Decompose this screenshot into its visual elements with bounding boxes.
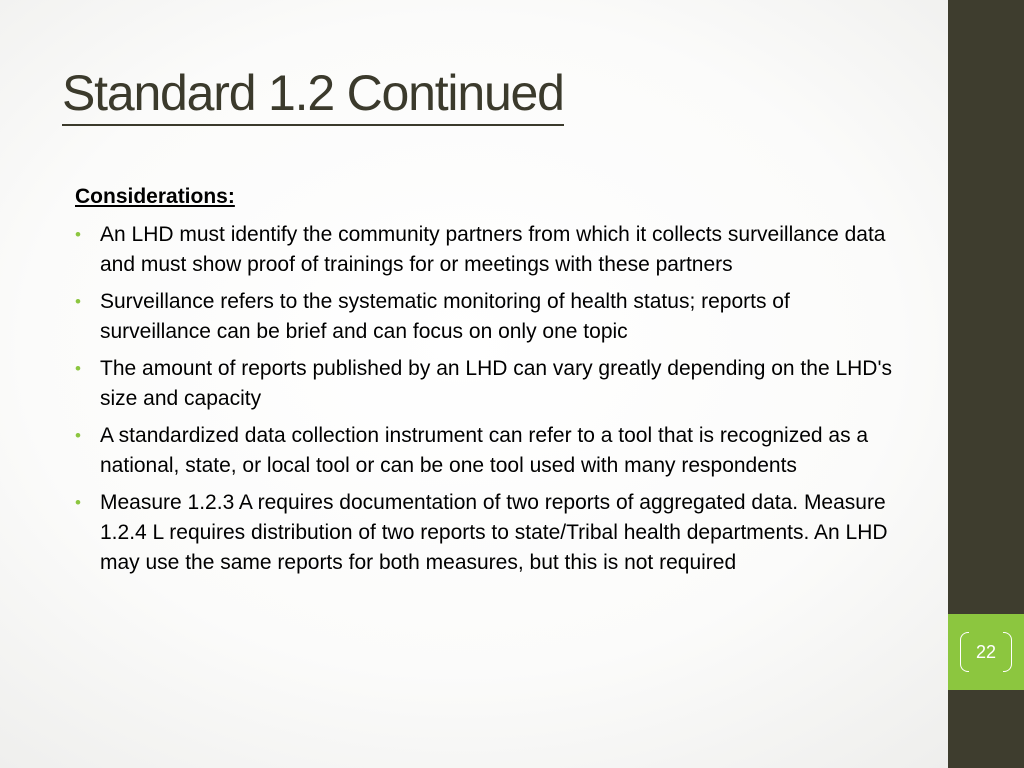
bullet-icon: • (75, 292, 81, 311)
bullet-text: An LHD must identify the community partners from which it collects surveillance data and must show proof of trainings for or meetings with these partners (100, 223, 886, 276)
bullet-text: A standardized data collection instrument can refer to a tool that is recognized as a national, state, or local tool or can be one tool used with many respondents (100, 424, 869, 477)
bullet-item (75, 488, 905, 578)
considerations-heading: Considerations: (75, 185, 235, 208)
bullet-icon: • (75, 225, 81, 244)
slide-content (75, 182, 905, 585)
bullet-item (75, 421, 905, 481)
bullet-list (75, 220, 905, 578)
bullet-text: The amount of reports published by an LHD can vary greatly depending on the LHD's size and capacity (100, 357, 892, 410)
bullet-item (75, 220, 905, 280)
slide-title: Standard 1.2 Continued (62, 62, 564, 126)
page-number: 22 (975, 642, 997, 662)
right-bracket-icon (1003, 632, 1012, 672)
bullet-text: Surveillance refers to the systematic monitoring of health status; reports of surveillance can be brief and can focus on only one topic (100, 290, 790, 343)
bullet-icon: • (75, 426, 81, 445)
bullet-text: Measure 1.2.3 A requires documentation of two reports of aggregated data. Measure 1.2.4 L requires distribution of two reports to state/Tribal health departments. An LHD may use the same reports for both measures, but this is not required (100, 491, 888, 574)
bullet-item (75, 354, 905, 414)
page-number-badge (948, 614, 1024, 690)
bullet-item (75, 287, 905, 347)
bullet-icon: • (75, 493, 81, 512)
bullet-icon: • (75, 359, 81, 378)
